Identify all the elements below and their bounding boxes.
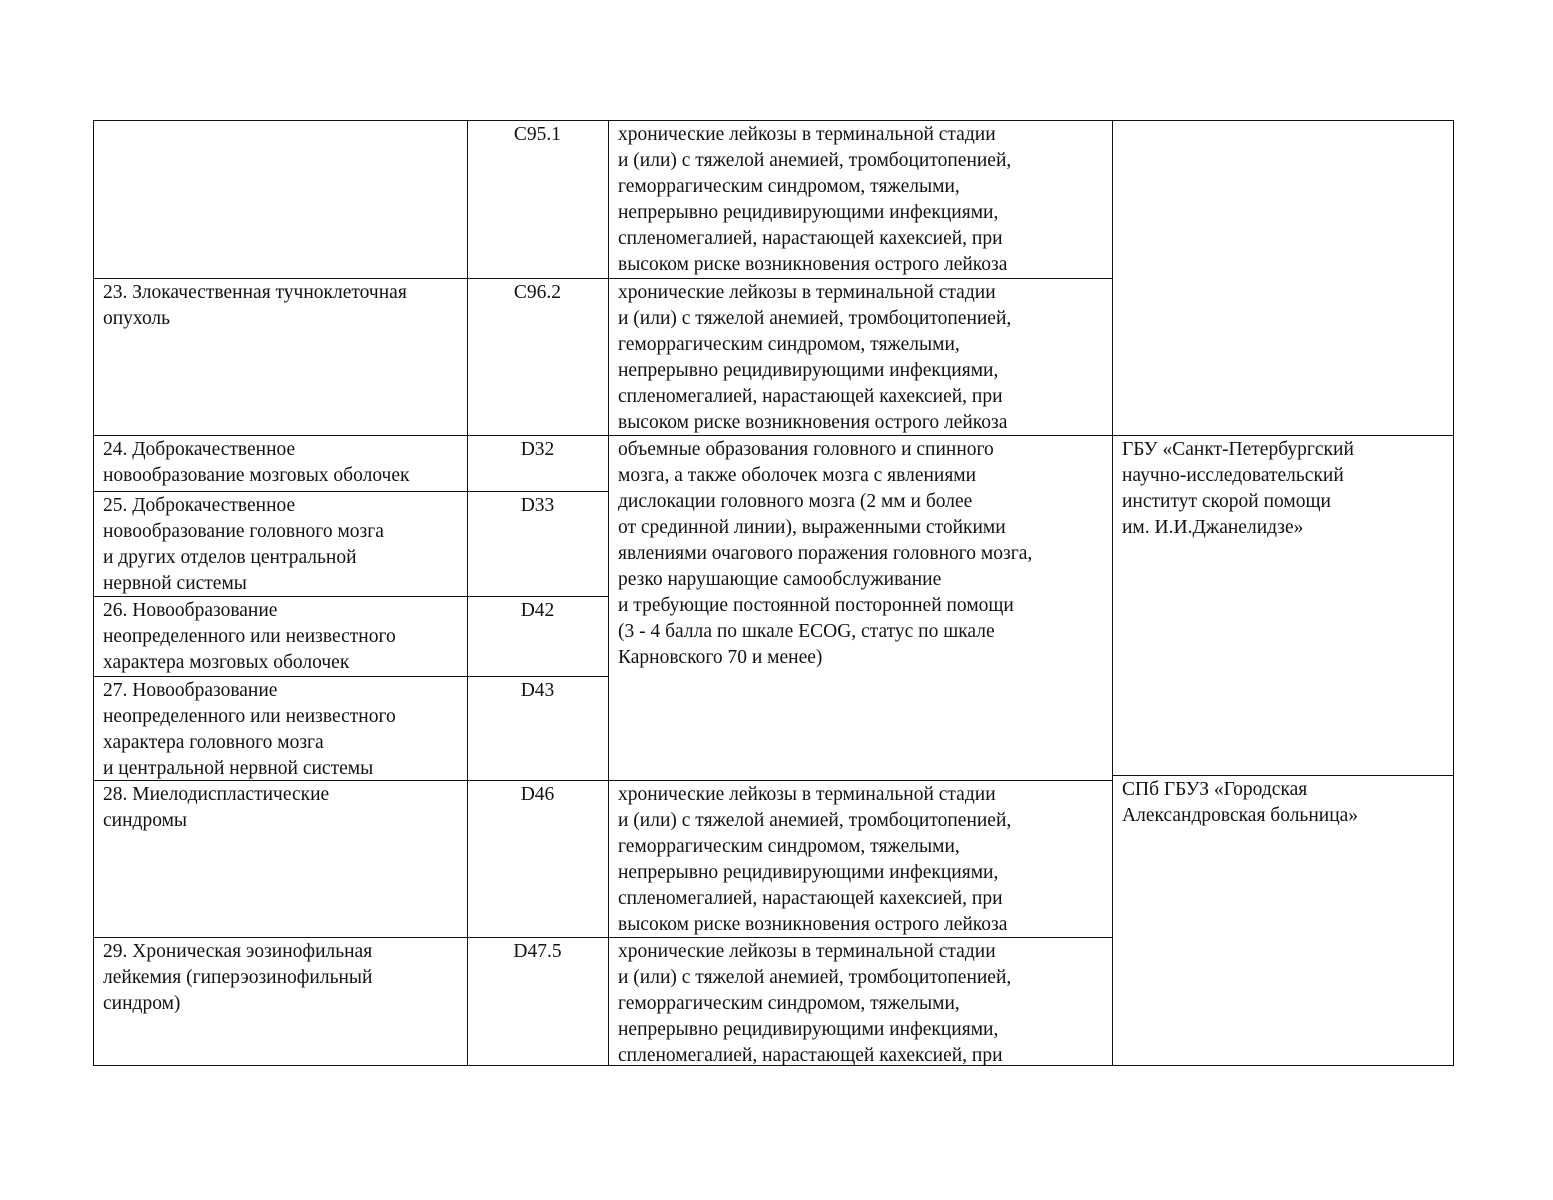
- table-border-right: [1453, 120, 1454, 1065]
- row-1-description-cell: [608, 120, 1112, 278]
- institution-2-cell: [1112, 775, 1453, 1063]
- row-5-code: D42: [520, 600, 555, 621]
- row-7-code-cell: [467, 780, 608, 937]
- column-divider-3: [1112, 120, 1113, 1065]
- row-2-name-cell: [93, 278, 467, 435]
- row-divider-2: [93, 435, 1454, 436]
- row-1-code: C95.1: [513, 124, 562, 145]
- merged-description-cell: [608, 435, 1112, 780]
- institution-2: СПб ГБУЗ «Городская Александровская больница»: [1122, 779, 1359, 826]
- institution-1: ГБУ «Санкт-Петербургский научно-исследовательский институт скорой помощи им. И.И.Джанелидзе»: [1122, 439, 1354, 538]
- row-6-code: D43: [520, 680, 555, 701]
- table-border-left: [93, 120, 94, 1065]
- row-4-name: 25. Доброкачественное новообразование головного мозга и других отделов центральной нервной системы: [103, 495, 384, 594]
- table-border-top: [93, 120, 1454, 121]
- row-2-name: 23. Злокачественная тучноклеточная опухоль: [103, 282, 407, 329]
- row-8-name: 29. Хроническая эозинофильная лейкемия (гиперэозинофильный синдром): [103, 941, 373, 1014]
- row-divider-5: [93, 676, 608, 677]
- row-3-code: D32: [520, 439, 555, 460]
- row-8-description: хронические лейкозы в терминальной стадии и (или) с тяжелой анемией, тромбоцитопенией, геморрагическим синдромом, тяжелыми, непрерывно рецидивирующими инфекциями, спленомегалией, нарастающей кахексией, при: [618, 941, 1012, 1065]
- row-6-code-cell: [467, 676, 608, 780]
- row-3-name-cell: [93, 435, 467, 491]
- row-7-code: D46: [520, 784, 555, 805]
- row-6-name-cell: [93, 676, 467, 780]
- row-8-name-cell: [93, 937, 467, 1065]
- row-2-description-cell: [608, 278, 1112, 435]
- row-2-code-cell: [467, 278, 608, 435]
- row-3-code-cell: [467, 435, 608, 491]
- row-4-code-cell: [467, 491, 608, 596]
- row-8-code-cell: [467, 937, 608, 1065]
- merged-description: объемные образования головного и спинного мозга, а также оболочек мозга с явлениями дислокации головного мозга (2 мм и более от срединной линии), выраженными стойкими явлениями очагового поражения головного мозга, резко нарушающие самообслуживание и требующие постоянной посторонней помощи (3 - 4 балла по шкале ECOG, статус по шкале Карновского 70 и менее): [618, 439, 1033, 668]
- row-2-code: C96.2: [513, 282, 562, 303]
- row-divider-6: [93, 780, 1112, 781]
- row-1-name-cell: [93, 120, 467, 278]
- row-divider-4: [93, 596, 608, 597]
- institution-1-cell: [1112, 435, 1453, 775]
- row-1-code-cell: [467, 120, 608, 278]
- institution-divider: [1112, 775, 1454, 776]
- column-divider-2: [608, 120, 609, 1065]
- row-7-name-cell: [93, 780, 467, 937]
- row-7-description-cell: [608, 780, 1112, 937]
- row-7-name: 28. Миелодиспластические синдромы: [103, 784, 330, 831]
- row-divider-3: [93, 491, 608, 492]
- row-3-name: 24. Доброкачественное новообразование мозговых оболочек: [103, 439, 410, 486]
- row-divider-1: [93, 278, 1112, 279]
- row-5-code-cell: [467, 596, 608, 676]
- row-4-name-cell: [93, 491, 467, 596]
- table-border-bottom: [93, 1065, 1454, 1066]
- row-7-description: хронические лейкозы в терминальной стадии и (или) с тяжелой анемией, тромбоцитопенией, геморрагическим синдромом, тяжелыми, непрерывно рецидивирующими инфекциями, спленомегалией, нарастающей кахексией, при высоком риске возникновения острого лейкоза: [618, 784, 1012, 935]
- row-8-description-cell: [608, 937, 1112, 1065]
- row-4-code: D33: [520, 495, 555, 516]
- row-divider-7: [93, 937, 1112, 938]
- row-5-name: 26. Новообразование неопределенного или неизвестного характера мозговых оболочек: [103, 600, 396, 673]
- column-divider-1: [467, 120, 468, 1065]
- row-1-description: хронические лейкозы в терминальной стадии и (или) с тяжелой анемией, тромбоцитопенией, геморрагическим синдромом, тяжелыми, непрерывно рецидивирующими инфекциями, спленомегалией, нарастающей кахексией, при высоком риске возникновения острого лейкоза: [618, 124, 1012, 275]
- row-6-name: 27. Новообразование неопределенного или неизвестного характера головного мозга и центральной нервной системы: [103, 680, 396, 779]
- row-5-name-cell: [93, 596, 467, 676]
- row-8-code: D47.5: [513, 941, 562, 962]
- row-2-description: хронические лейкозы в терминальной стадии и (или) с тяжелой анемией, тромбоцитопенией, геморрагическим синдромом, тяжелыми, непрерывно рецидивирующими инфекциями, спленомегалией, нарастающей кахексией, при высоком риске возникновения острого лейкоза: [618, 282, 1012, 433]
